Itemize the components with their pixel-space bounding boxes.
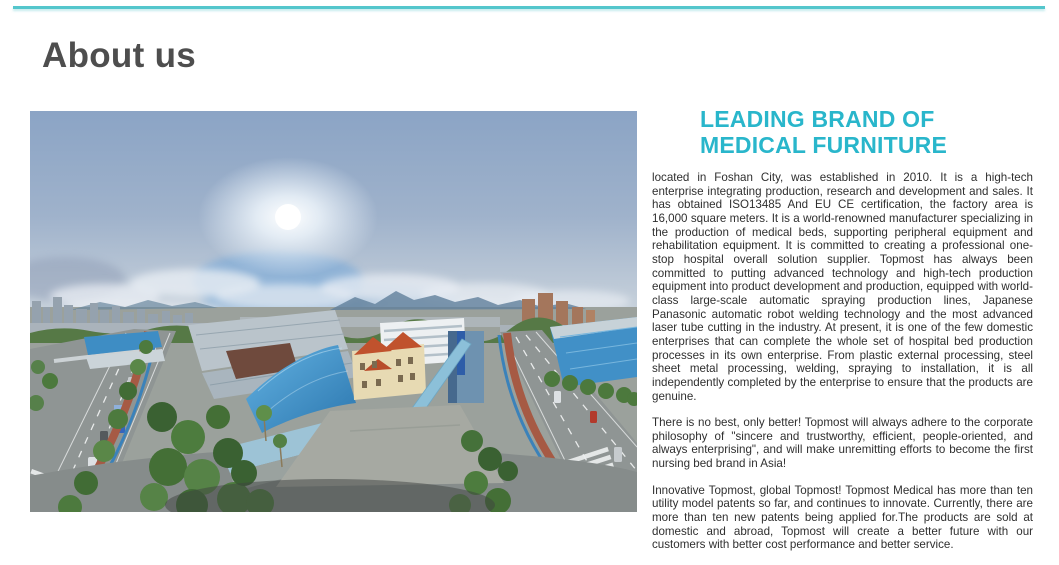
section-heading-line1: LEADING BRAND OF bbox=[700, 106, 935, 132]
section-heading-line2: MEDICAL FURNITURE bbox=[700, 132, 948, 158]
top-accent-line bbox=[13, 6, 1045, 9]
sky bbox=[30, 111, 637, 325]
about-text-column bbox=[652, 106, 1033, 565]
about-paragraph-2: There is no best, only better! Topmost will always adhere to the corporate philosophy of "sincere and trustworthy, efficient, people-oriented, and always enterprising", and will make unremitting efforts to become the first nursing bed brand in Asia! bbox=[652, 416, 1033, 471]
page-title: About us bbox=[42, 36, 197, 75]
about-paragraph-3: Innovative Topmost, global Topmost! Topmost Medical has more than ten utility model patents so far, and continues to innovate. Currently, there are more than ten new patents being applied for.The products are sold at domestic and abroad, Topmost will create a better future with our customers with better cost performance and better service. bbox=[652, 483, 1033, 552]
factory-aerial-panorama-image bbox=[30, 111, 637, 512]
factory-aerial-panorama bbox=[30, 111, 637, 512]
about-paragraph-1: located in Foshan City, was established in 2010. It is a high-tech enterprise integrating production, research and development and sales. It has obtained ISO13485 And EU CE certification, the factory area is 16,000 square meters. It is a world-renowned manufacturer specializing in the production of medical beds, supporting peripheral equipment and rehabilitation equipment. It is committed to creating a professional one-stop hospital overall solution supplier. Topmost has always been committed to putting advanced technology and high-tech production equipment into product development and production, equipped with world-class large-scale automatic spraying production lines, Japanese Panasonic automatic robot welding technology and the most advanced laser tube cutting in the industry. At present, it is one of the few domestic enterprises that can complete the whole set of hospital bed production processes in its own enterprise. From plastic external processing, steel sheet metal processing, welding, spraying to installation, it is all independently completed by the enterprise to ensure that the products are genuine. bbox=[652, 171, 1033, 403]
section-heading bbox=[700, 106, 1033, 158]
